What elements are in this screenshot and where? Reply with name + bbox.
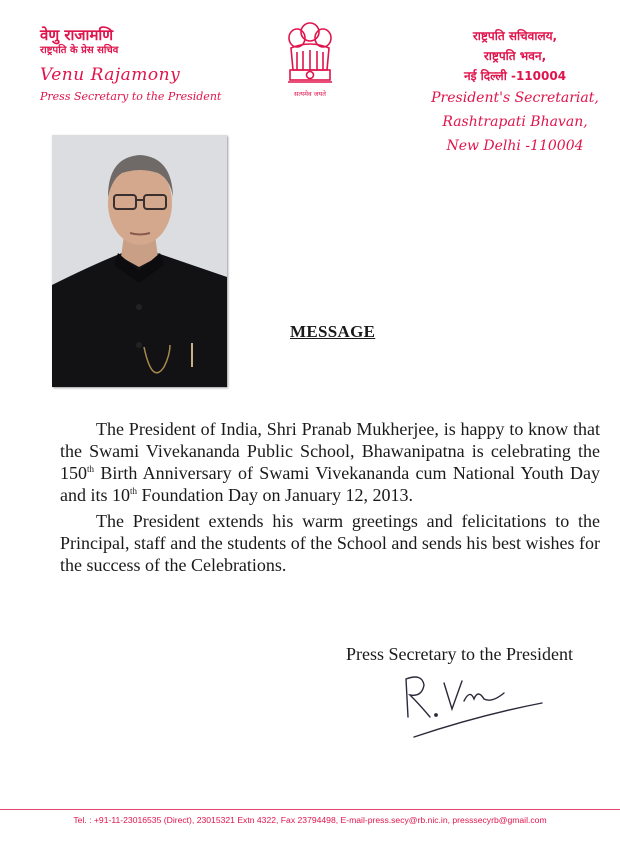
message-paragraph-2: The President extends his warm greetings and felicitations to the Principal, staff and the students of the School and sends his best wishes for the success of the Celebrations. bbox=[60, 511, 600, 575]
sender-title: Press Secretary to the President bbox=[40, 90, 222, 103]
sender-block bbox=[40, 26, 221, 106]
message-title: MESSAGE bbox=[290, 322, 376, 341]
sender-title-hindi: राष्ट्रपति के प्रेस सचिव bbox=[40, 45, 119, 56]
svg-text:सत्यमेव जयते: सत्यमेव जयते bbox=[294, 90, 326, 98]
footer-divider bbox=[0, 809, 620, 810]
address-line2: Rashtrapati Bhavan, bbox=[442, 114, 588, 130]
message-paragraph-1: The President of India, Shri Pranab Mukherjee, is happy to know that the Swami Vivekananda Public School, Bhawanipatna is celebrating the 150th Birth Anniversary of Swami Vivekananda cum National Youth Day and its 10th Foundation Day on January 12, 2013. bbox=[60, 419, 600, 505]
footer-contact: Tel. : +91-11-23016535 (Direct), 23015321 Extn 4322, Fax 23794498, E-mail-press.secy@rb.nic.in, presssecyrb@gmail.com bbox=[73, 815, 547, 825]
president-portrait bbox=[52, 135, 227, 387]
sender-name-hindi: वेणु राजामणि bbox=[40, 26, 114, 44]
national-emblem-icon bbox=[283, 18, 337, 104]
signature-image bbox=[400, 665, 580, 745]
address-line2-hindi: राष्ट्रपति भवन, bbox=[483, 49, 547, 63]
signatory-title: Press Secretary to the President bbox=[346, 644, 573, 664]
address-line3: New Delhi -110004 bbox=[446, 138, 584, 154]
address-line1: President's Secretariat, bbox=[431, 90, 599, 106]
address-line1-hindi: राष्ट्रपति सचिवालय, bbox=[472, 29, 558, 43]
sender-name: Venu Rajamony bbox=[40, 65, 181, 85]
address-line3-hindi: नई दिल्ली -110004 bbox=[463, 69, 567, 83]
address-block bbox=[420, 26, 610, 158]
